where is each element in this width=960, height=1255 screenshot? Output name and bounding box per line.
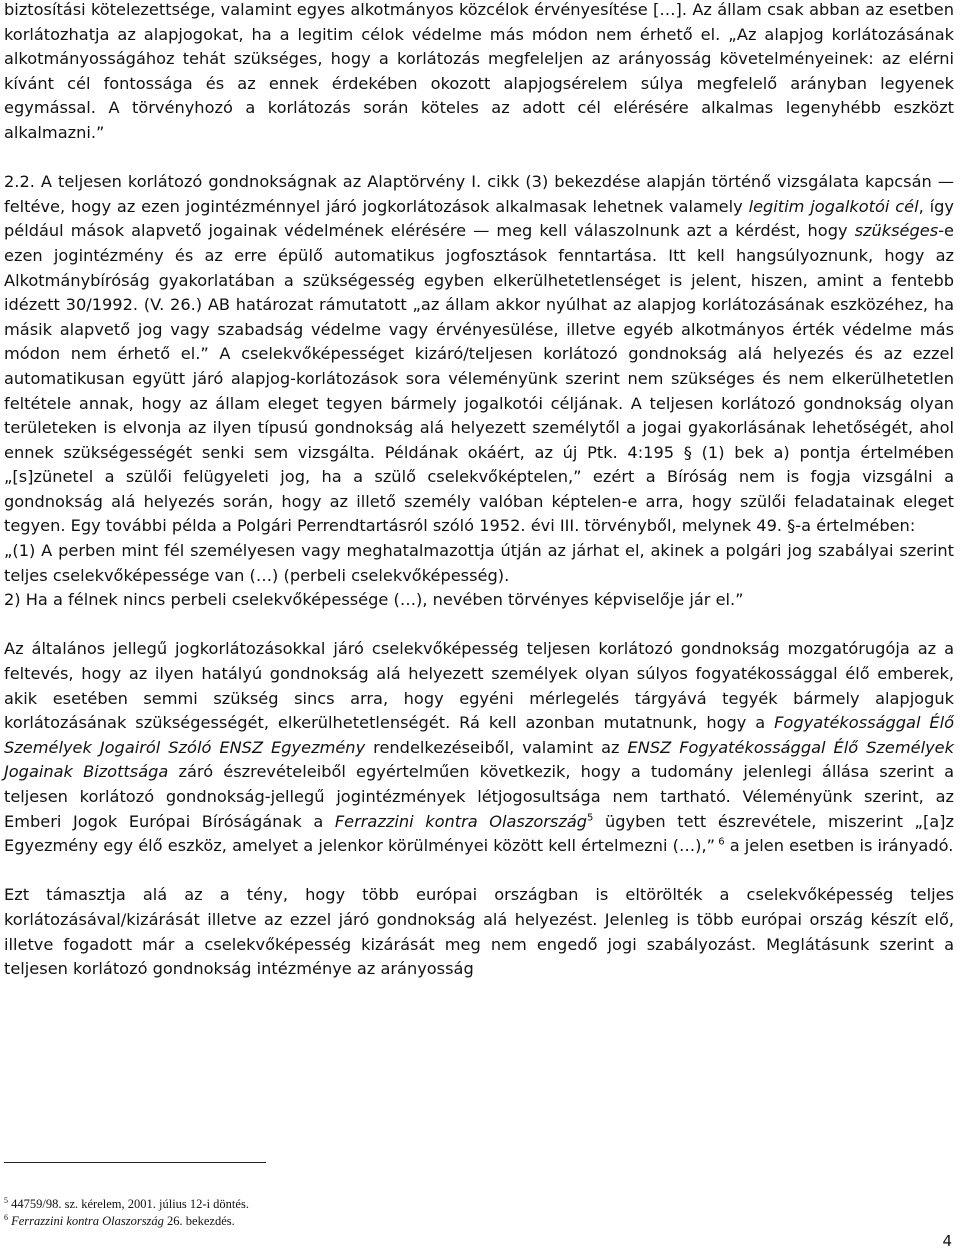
footnote-text: 44759/98. sz. kérelem, 2001. július 12-i döntés. — [8, 1197, 249, 1211]
text-run: ügyben tett észrevétele, miszerint „[a]z Egyezmény egy élő eszköz, amelyet a jelenkor körülményei között kell értelmezni (…),” — [4, 811, 954, 856]
quote-pp-49-1: „(1) A perben mint fél személyesen vagy meghatalmazottja útján az járhat el, akinek a polgári jog szabályai szerint teljes cselekvőképessége van (…) (perbeli cselekvőképesség). — [4, 541, 954, 585]
footnote-text: 26. bekezdés. — [163, 1214, 235, 1228]
footnote-number: 5 — [4, 1195, 8, 1205]
footnote-ref-6[interactable]: 6 — [715, 836, 725, 848]
page-number: 4 — [942, 1232, 952, 1250]
italic-run: legitim jogalkotói cél — [748, 196, 919, 216]
text-run: a jelen esetben is irányadó. — [724, 836, 954, 856]
footnote-italic: Ferrazzini kontra Olaszország — [8, 1214, 164, 1228]
text-run: 2.2. A teljesen korlátozó gondnokságnak az Alaptörvény I. cikk (3) bekezdése alapján történő vizsgálata kapcsán — feltéve, hogy az ezen jogintézménnyel járó jogkorlátozások alkalmasak lehetnek valamely — [4, 172, 954, 216]
footnote-separator — [4, 1162, 266, 1163]
text-run: , így például mások alapvető jogainak védelmének elérésére — meg kell válaszolnunk azt a kérdést, hogy — [4, 196, 955, 241]
footnote-5 — [4, 1196, 904, 1213]
italic-run: Ferrazzini kontra Olaszország — [334, 811, 588, 831]
text-run: rendelkezéseiből, valamint az — [365, 737, 628, 757]
footnote-6 — [4, 1213, 904, 1230]
text-run: Az általános jellegű jogkorlátozásokkal járó cselekvőképesség teljesen korlátozó gondnokság mozgatórugója az a feltevés, hogy az ilyen hatályú gondnokság alá helyezett személyek olyan súlyos fogyatékossággal élő emberek, akik esetében semmi szükség sincs arra, hogy egyéni mérlegelés tárgyává tegyék bármely alapjoguk korlátozásának szükségességét, elkerülhetetlenségét. Rá kell azonban mutatnunk, hogy a — [4, 639, 954, 733]
text-run: -e ezen jogintézmény és az erre épülő automatikus jogfosztások fenntartása. Itt kell hangsúlyoznunk, hogy az Alkotmánybíróság gyakorlatában a szükségesség egyben elkerülhetetlenséget is jelent, hiszen, amint a fentebb idézett 30/1992. (V. 26.) AB határozat rámutatott „az állam akkor nyúlhat az alapjog korlátozásának eszközéhez, ha másik alapvető jog vagy szabadság védelme vagy érvényesülése, illetve egyéb alkotmányos érték védelme más módon nem érhető el.” A cselekvőképességet kizáró/teljesen korlátozó gondnokság alá helyezés és az ezzel automatikusan együtt járó alapjog-korlátozások sora véleményünk szerint nem szükséges és nem elkerülhetetlen feltétele annak, hogy az állam eleget tegyen bármely jogalkotói céljának. A teljesen korlátozó gondnokság olyan területeken is elvonja az ilyen típusú gondnokság alá helyezett személytől a jogai gyakorlásának lehetőségét, ahol ennek szükségességét senki sem vizsgálta. Példának okáért, az új Ptk. 4:195 § (1) bek a) pontja értelmében „[s]zünetel a szülői felügyeleti jog, ha a szülő cselekvőképtelen,” ezért a Bíróság nem is fogja vizsgálni a gondnokság alá helyezés során, hogy az illető személy valóban képtelen-e arra, hogy szülői feladatainak eleget tegyen. Egy további példa a Polgári Perrendtartásról szóló 1952. évi III. törvényből, melynek 49. §-a értelmében: — [4, 221, 954, 536]
quote-pp-49-2: 2) Ha a félnek nincs perbeli cselekvőképessége (…), nevében törvényes képviselője jár el.” — [4, 590, 744, 610]
footnote-number: 6 — [4, 1212, 8, 1222]
body-text — [4, 0, 954, 982]
paragraph-europai-orszagok: Ezt támasztja alá az a tény, hogy több európai országban is eltörölték a cselekvőképesség teljes korlátozásával/kizárását illetve az ezzel járó gondnokság alá helyezést. Jelenleg is több európai ország készít elő, illetve fogadott már a cselekvőképesség kizárását meg nem engedő jogi szabályozást. Meglátásunk szerint a teljesen korlátozó gondnokság intézménye az arányosság — [4, 885, 954, 979]
paragraph-teljesen-korlatozo-gondnoksag — [4, 170, 954, 539]
paragraph-arányosság: biztosítási kötelezettsége, valamint egyes alkotmányos közcélok érvényesítése […]. Az állam csak abban az esetben korlátozhatja az alapjogokat, ha a legitim célok védelme más módon nem érhető el. „Az alapjog korlátozásának alkotmányosságához tehát szükséges, hogy a korlátozás megfeleljen az arányosság követelményeinek: az elérni kívánt cél fontossága és az ennek érdekében okozott alapjogsérelem súlya megfelelő arányban legyenek egymással. A törvényhozó a korlátozás során köteles az adott cél elérésére alkalmas legenyhébb eszközt alkalmazni.” — [4, 0, 954, 142]
text-run: záró észrevételeiből egyértelműen következik, hogy a tudomány jelenlegi állása szerint a teljesen korlátozó gondnokság-jellegű jogintézmények létjogosultsága nem tartható. Véleményünk szerint, az Emberi Jogok Európai Bíróságának a — [4, 762, 954, 831]
italic-run: Fogyatékossággal Élő Személyek Jogairól Szóló ENSZ Egyezmény — [4, 713, 954, 757]
footnote-ref-5[interactable]: 5 — [587, 812, 594, 824]
paragraph-altalanos-jogkorlatozas — [4, 637, 954, 858]
italic-run: szükséges — [854, 221, 939, 241]
footnotes — [4, 1196, 904, 1230]
italic-run: ENSZ Fogyatékossággal Élő Személyek Jogainak Bizottsága — [4, 737, 954, 782]
